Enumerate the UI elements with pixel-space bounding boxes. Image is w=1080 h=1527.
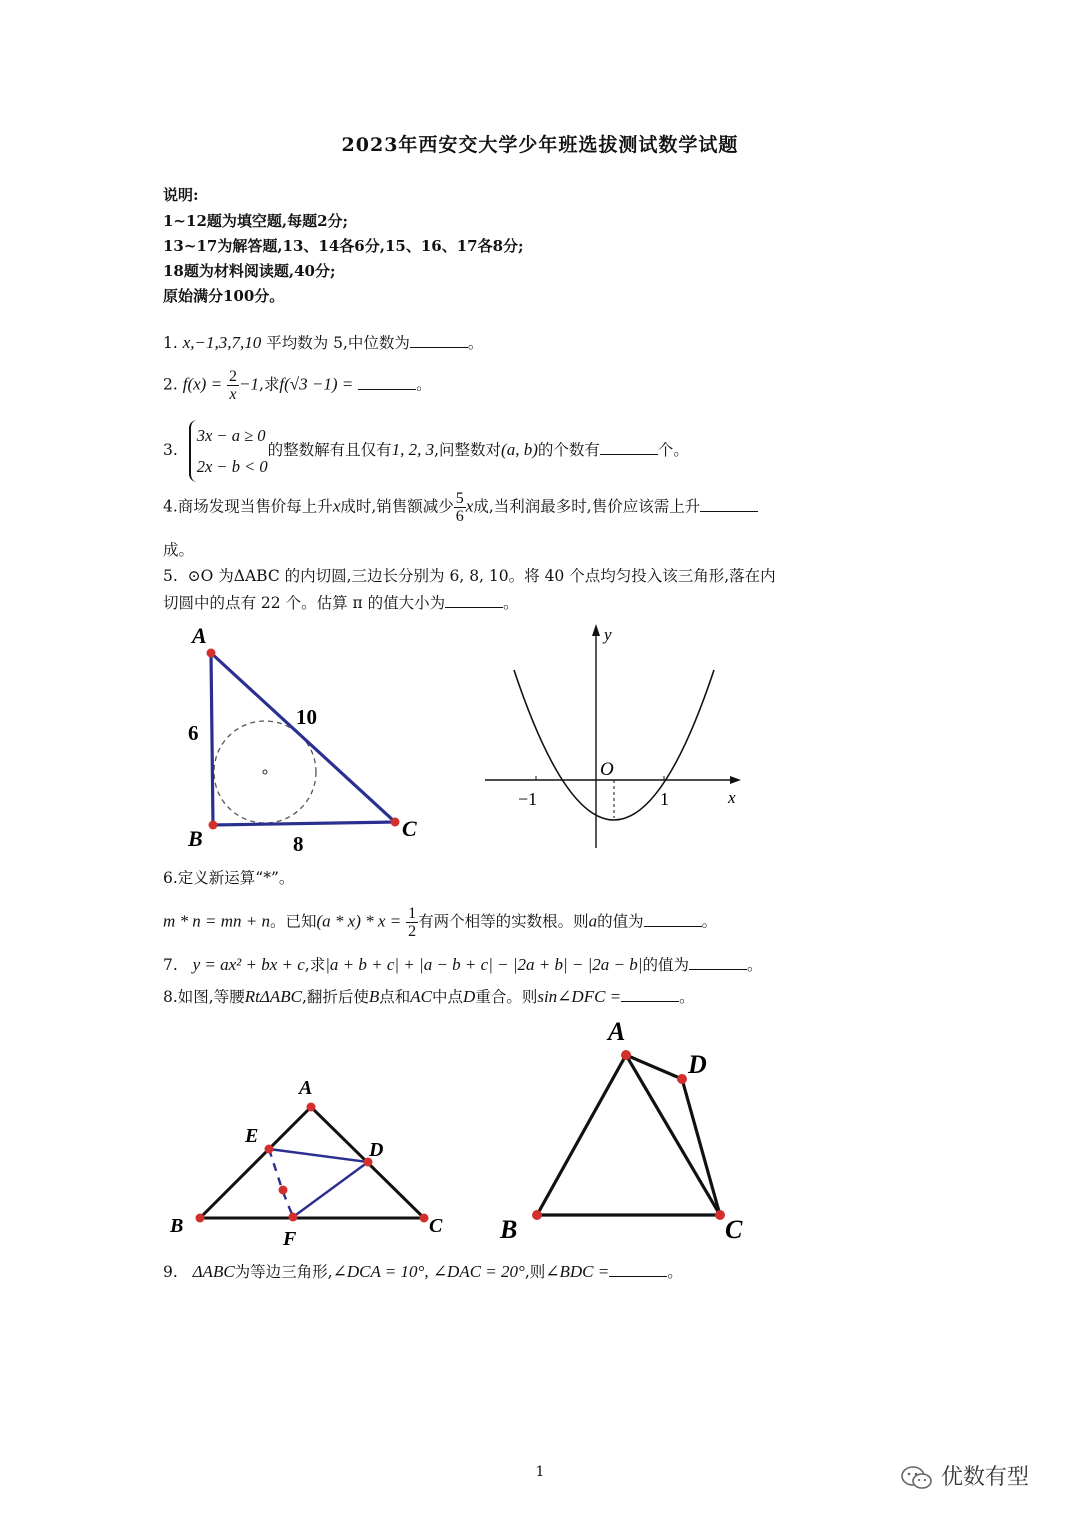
label-a: A xyxy=(299,1077,313,1099)
question-text: ⊙O 为ΔABC 的内切圆,三边长分别为 6, 8, 10。将 40 个点均匀投入该三角形,落在内 xyxy=(187,567,776,585)
question-text: ,求 xyxy=(258,375,280,394)
math-variable: AC xyxy=(410,987,433,1006)
label-e: E xyxy=(245,1125,259,1147)
y-axis-label: y xyxy=(604,625,612,644)
label-b: B xyxy=(170,1215,184,1237)
question-text: 如图,等腰 xyxy=(177,988,245,1006)
question-text: ,则 xyxy=(524,1263,546,1281)
question-text: 切圆中的点有 22 个。估算 π 的值大小为 xyxy=(163,594,446,612)
math-expression: |a + b + c| + |a − b + c| − |2a + b| − |2a − b| xyxy=(325,955,643,974)
side-bc-length: 8 xyxy=(293,832,304,856)
answer-blank xyxy=(609,1262,667,1277)
question-text: ,问整数对 xyxy=(434,441,502,459)
label-c: C xyxy=(402,816,417,841)
question-text: 重合。则 xyxy=(475,988,538,1006)
label-a: A xyxy=(608,1017,626,1046)
tick-label-neg1: −1 xyxy=(518,789,538,809)
question-text: 定义新运算“*”。 xyxy=(177,869,295,887)
label-f: F xyxy=(283,1228,297,1250)
x-axis-label: x xyxy=(728,788,736,807)
page-number: 1 xyxy=(535,1464,545,1480)
point-a xyxy=(621,1050,631,1060)
question-number: 4. xyxy=(163,497,178,516)
question-9 xyxy=(163,1262,683,1282)
question-end: 。 xyxy=(416,375,432,394)
page-title: 2023年西安交大学少年班选拔测试数学试题 xyxy=(341,134,739,156)
math-expression: RtΔABC xyxy=(244,987,302,1006)
question-number: 6. xyxy=(163,869,178,887)
notes-line-2: 13~17为解答题,13、14各6分,15、16、17各8分; xyxy=(163,237,524,255)
question-end: 。 xyxy=(503,594,519,612)
math-expression: x,−1,3,7,10 xyxy=(182,333,262,352)
inequality-row: 2x − b < 0 xyxy=(196,457,268,476)
math-variable: B xyxy=(368,987,380,1006)
fraction-denominator: 2 xyxy=(408,923,417,940)
math-expression: 1, 2, 3 xyxy=(391,440,435,459)
question-end: 。 xyxy=(467,334,484,352)
math-expression: ∠DCA = 10°, ∠DAC = 20° xyxy=(332,1262,525,1281)
math-expression: (a, b) xyxy=(501,440,538,459)
label-a: A xyxy=(192,623,207,648)
question-text: 商场发现当售价每上升 xyxy=(177,497,333,516)
wechat-icon xyxy=(900,1465,934,1491)
side-ac-length: 10 xyxy=(296,705,317,729)
math-expression: (a * x) * x = xyxy=(316,911,402,931)
question-4-continued: 成。 xyxy=(163,541,195,559)
math-expression: ΔABC xyxy=(192,1262,235,1281)
math-expression: sin∠DFC = xyxy=(537,987,622,1006)
question-number: 1. xyxy=(163,334,178,352)
question-end: 个。 xyxy=(657,441,689,459)
question-number: 7. xyxy=(163,956,178,974)
side-ab-length: 6 xyxy=(188,721,199,745)
question-number: 3. xyxy=(163,441,178,459)
notes-line-4: 原始满分100分。 xyxy=(163,287,285,305)
tick-label-pos1: 1 xyxy=(660,789,669,809)
watermark xyxy=(900,1460,1029,1491)
segment-dc xyxy=(682,1079,720,1215)
question-text: 有两个相等的实数根。则 xyxy=(418,912,589,931)
question-text: ,翻折后使 xyxy=(301,988,369,1006)
question-end: 。 xyxy=(679,988,695,1006)
fraction-denominator: 6 xyxy=(455,508,464,525)
question-number: 9. xyxy=(163,1263,178,1281)
math-expression: ∠BDC = xyxy=(545,1262,610,1281)
math-expression: y = ax² + bx + c xyxy=(192,955,305,974)
question-number: 5. xyxy=(163,567,178,585)
question-text: ,求 xyxy=(304,956,326,974)
question-text: 的个数有 xyxy=(537,441,600,459)
question-text: 成时,销售额减少 xyxy=(340,497,454,516)
fraction-numerator: 5 xyxy=(455,490,464,507)
question-text: 的值为 xyxy=(597,912,644,931)
math-expression: f(√3 −1) = xyxy=(279,374,354,394)
math-expression: f(x) = xyxy=(182,374,223,394)
question-text: 点和 xyxy=(379,988,411,1006)
question-number: 2. xyxy=(163,375,178,394)
point-c xyxy=(715,1210,725,1220)
question-text: 的值为 xyxy=(642,956,689,974)
label-b: B xyxy=(500,1215,518,1244)
question-text: 成,当利润最多时,售价应该需上升 xyxy=(473,497,701,516)
math-variable: x xyxy=(465,496,474,516)
fraction-numerator: 1 xyxy=(408,905,417,922)
math-expression: −1 xyxy=(238,374,259,394)
question-text: 。已知 xyxy=(270,912,317,931)
fraction-numerator: 2 xyxy=(228,368,237,385)
question-text: 中点 xyxy=(432,988,464,1006)
watermark-text: 优数有型 xyxy=(941,1465,1030,1490)
fraction-denominator: x xyxy=(229,386,237,403)
math-variable: D xyxy=(463,987,476,1006)
question-end: 。 xyxy=(746,956,763,974)
label-d: D xyxy=(688,1050,707,1079)
point-b xyxy=(532,1210,542,1220)
question-text: 平均数为 5,中位数为 xyxy=(261,334,410,352)
math-variable: a xyxy=(588,911,598,931)
label-c: C xyxy=(725,1215,743,1244)
notes-line-1: 1~12题为填空题,每题2分; xyxy=(163,212,349,230)
point-d xyxy=(677,1074,687,1084)
question-number: 8. xyxy=(163,988,178,1006)
notes-line-3: 18题为材料阅读题,40分; xyxy=(163,262,336,280)
triangle-abc xyxy=(537,1055,720,1215)
label-b: B xyxy=(188,826,203,851)
question-text: 为等边三角形, xyxy=(234,1263,333,1281)
label-c: C xyxy=(429,1215,443,1237)
question-end: 。 xyxy=(667,1263,683,1281)
question-text: 的整数解有且仅有 xyxy=(267,441,392,459)
label-d: D xyxy=(369,1139,384,1161)
notes-heading: 说明: xyxy=(163,186,199,204)
math-variable: x xyxy=(332,496,341,516)
question-end: 。 xyxy=(701,912,718,931)
origin-label: O xyxy=(600,759,614,780)
inequality-row: 3x − a ≥ 0 xyxy=(196,426,266,445)
math-expression: m * n = mn + n xyxy=(163,911,270,931)
